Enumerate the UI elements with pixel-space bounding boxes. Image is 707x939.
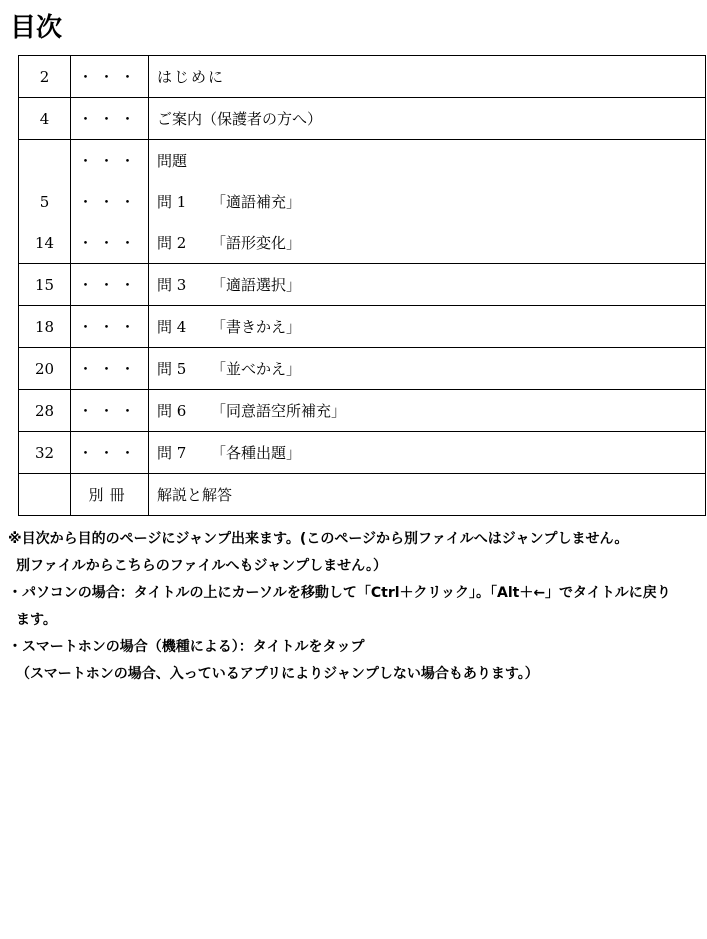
question-title: 「適語補充」: [211, 193, 302, 211]
toc-link-guide[interactable]: ご案内（保護者の方へ）: [149, 98, 706, 140]
toc-link-q7[interactable]: [149, 432, 706, 474]
toc-row-q2[interactable]: [19, 222, 706, 264]
toc-row-guide[interactable]: [19, 98, 706, 140]
toc-row-q5[interactable]: [19, 348, 706, 390]
note-line: ※目次から目的のページにジャンプ出来ます。(このページから別ファイルへはジャンプしません。: [8, 531, 629, 547]
toc-row-q4[interactable]: [19, 306, 706, 348]
usage-notes: [8, 526, 706, 688]
question-number: 問 6: [157, 402, 187, 420]
toc-link-q4[interactable]: [149, 306, 706, 348]
toc-page-number: 20: [19, 348, 71, 390]
question-title: 「語形変化」: [211, 234, 302, 252]
toc-page-number: 2: [19, 56, 71, 98]
question-title: 「並べかえ」: [211, 360, 302, 378]
note-line: 別ファイルからこちらのファイルへもジャンプしません。）: [16, 558, 387, 574]
question-title: 「書きかえ」: [211, 318, 302, 336]
toc-link-answers[interactable]: 解説と解答: [149, 474, 706, 516]
question-number: 問 7: [157, 444, 187, 462]
question-number: 問 5: [157, 360, 187, 378]
toc-leader-dots: ・・・: [71, 140, 149, 182]
note-line: （スマートホンの場合、入っているアプリによりジャンプしない場合もあります。）: [16, 666, 539, 682]
toc-page-number: 32: [19, 432, 71, 474]
toc-row-q6[interactable]: [19, 390, 706, 432]
toc-leader-dots: ・・・: [71, 98, 149, 140]
toc-page-number: 15: [19, 264, 71, 306]
toc-leader-dots: ・・・: [71, 306, 149, 348]
toc-link-q3[interactable]: [149, 264, 706, 306]
toc-row-q3[interactable]: [19, 264, 706, 306]
toc-link-q2[interactable]: [149, 222, 706, 264]
toc-link-q5[interactable]: [149, 348, 706, 390]
toc-row-q1[interactable]: [19, 181, 706, 222]
question-number: 問 3: [157, 276, 187, 294]
toc-row-introduction[interactable]: [19, 56, 706, 98]
table-of-contents: [18, 55, 706, 516]
toc-link-q6[interactable]: [149, 390, 706, 432]
note-line: ・スマートホンの場合（機種による）：タイトルをタップ: [8, 639, 365, 655]
note-line: ・パソコンの場合：タイトルの上にカーソルを移動して「Ctrl＋クリック」。「Alt＋←」でタイトルに戻り: [8, 585, 671, 601]
question-title: 「適語選択」: [211, 276, 302, 294]
question-number: 問 1: [157, 193, 187, 211]
page-title: 目次: [10, 13, 63, 43]
note-line: ます。: [16, 612, 57, 628]
toc-row-problems: [19, 140, 706, 182]
toc-page-number: 28: [19, 390, 71, 432]
toc-page-number: 18: [19, 306, 71, 348]
toc-page-number: [19, 140, 71, 182]
toc-leader-dots: ・・・: [71, 181, 149, 222]
toc-leader-dots: ・・・: [71, 432, 149, 474]
toc-leader-dots: ・・・: [71, 390, 149, 432]
toc-separate-volume-label: 別冊: [71, 474, 149, 516]
toc-link-introduction[interactable]: はじめに: [149, 56, 706, 98]
toc-row-q7[interactable]: [19, 432, 706, 474]
toc-page-number: 4: [19, 98, 71, 140]
toc-link-q1[interactable]: [149, 181, 706, 222]
toc-leader-dots: ・・・: [71, 222, 149, 264]
toc-page-number: 14: [19, 222, 71, 264]
toc-leader-dots: ・・・: [71, 56, 149, 98]
question-number: 問 4: [157, 318, 187, 336]
toc-row-answers[interactable]: [19, 474, 706, 516]
toc-section-problems: 問題: [149, 140, 706, 182]
question-title: 「同意語空所補充」: [211, 402, 347, 420]
toc-page-number: [19, 474, 71, 516]
question-number: 問 2: [157, 234, 187, 252]
toc-page-number: 5: [19, 181, 71, 222]
question-title: 「各種出題」: [211, 444, 302, 462]
toc-leader-dots: ・・・: [71, 264, 149, 306]
toc-leader-dots: ・・・: [71, 348, 149, 390]
